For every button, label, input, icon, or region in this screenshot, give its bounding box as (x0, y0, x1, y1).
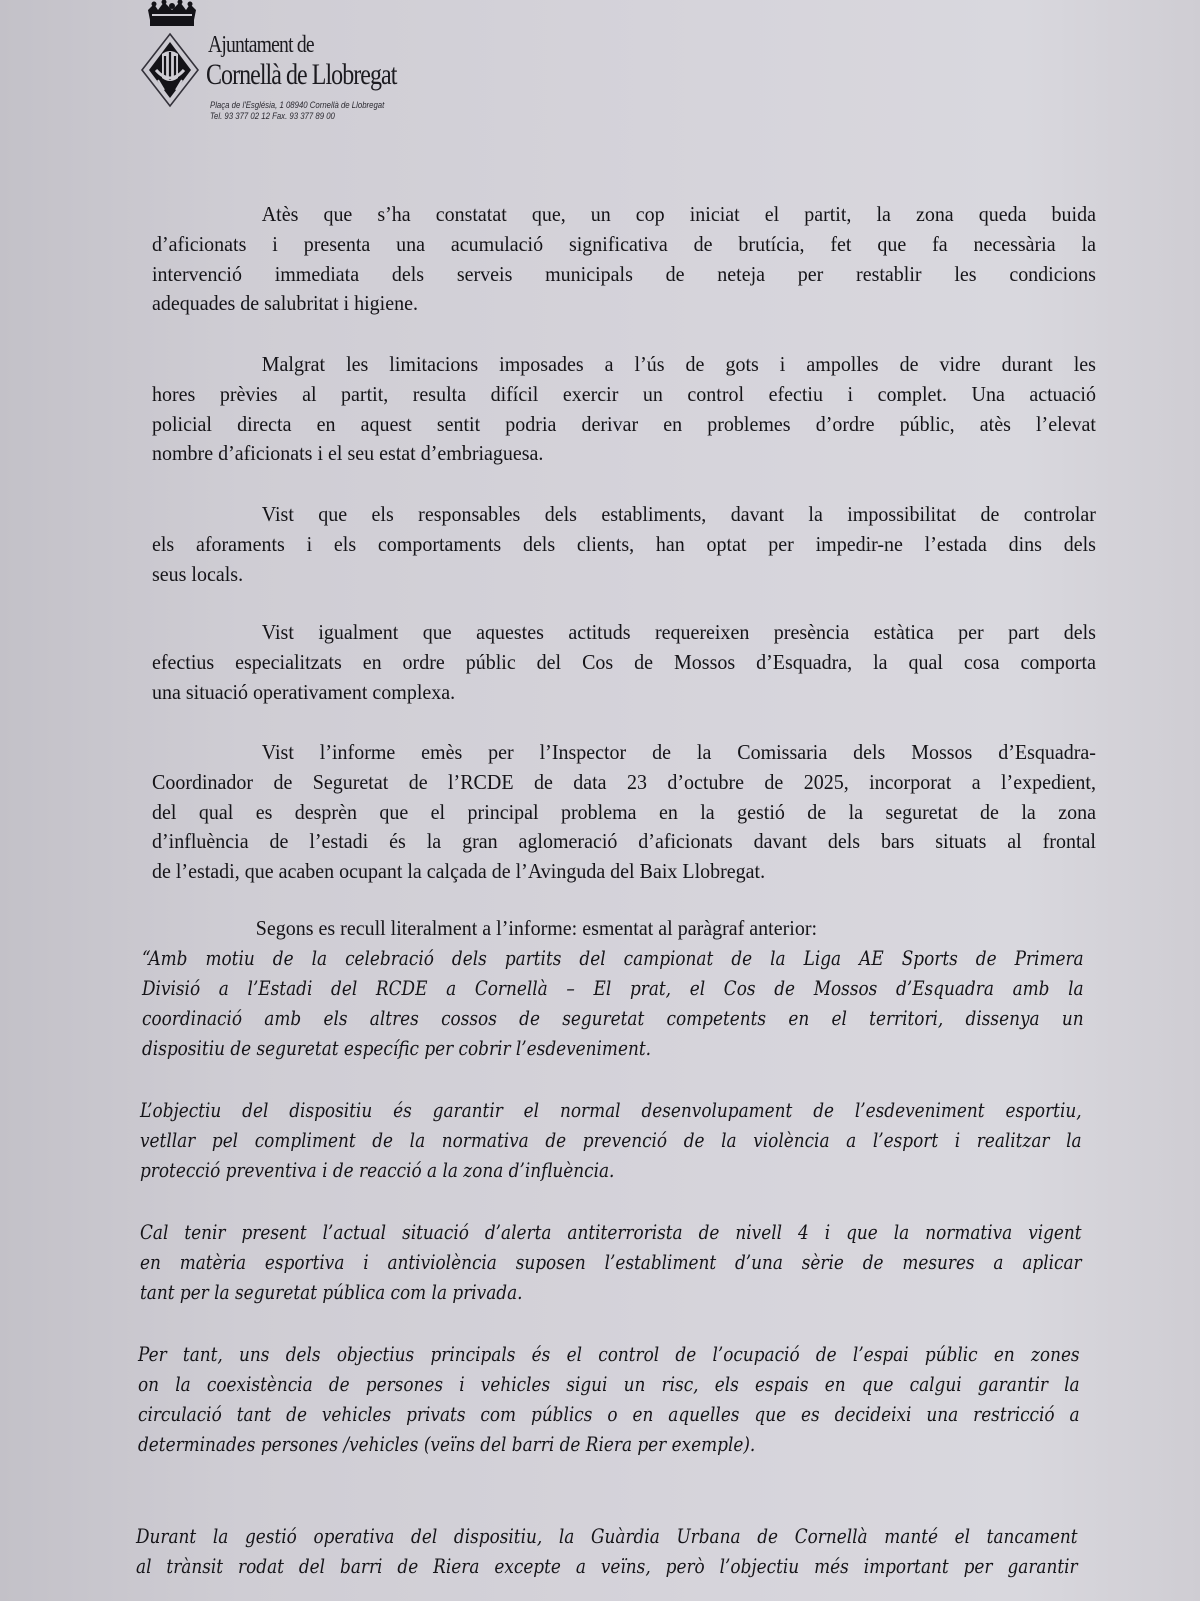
text-line: d’aficionats i presenta una acumulació significativa de brutícia, fet que fa necessària la (152, 231, 1096, 256)
paragraph-police-report (152, 738, 1096, 887)
text-line: de l’estadi, que acaben ocupant la calçada de l’Avinguda del Baix Llobregat. (152, 859, 766, 884)
coat-of-arms-icon (140, 32, 200, 108)
org-contact: Tel. 93 377 02 12 Fax. 93 377 89 00 (210, 111, 335, 122)
org-address: Plaça de l'Església, 1 08940 Cornellà de Llobregat (210, 100, 385, 111)
text-line: on la coexistència de persones i vehicles sigui un risc, els espais en que calgui garantir la (138, 1373, 1080, 1396)
text-line: intervenció immediata dels serveis municipals de neteja per restablir les condicions (152, 261, 1096, 286)
text-line: Vist igualment que aquestes actituds requereixen presència estàtica per part dels (261, 620, 1096, 644)
text-line: policial directa en aquest sentit podria derivar en problemes d’ordre públic, atès l’elevat (152, 411, 1096, 436)
text-line: Vist que els responsables dels establiments, davant la impossibilitat de controlar (261, 502, 1096, 526)
text-line: protecció preventiva i de reacció a la zona d’influència. (140, 1159, 615, 1182)
text-line: en matèria esportiva i antiviolència suposen l’establiment d’una sèrie de mesures a aplicar (140, 1251, 1082, 1274)
text-line: L’objectiu del dispositiu és garantir el normal desenvolupament de l’esdeveniment esportiu, (140, 1099, 1082, 1122)
text-line: dispositiu de seguretat específic per cobrir l’esdeveniment. (142, 1037, 651, 1060)
quote-paragraph-alert (140, 1218, 1082, 1308)
text-line: nombre d’aficionats i el seu estat d’embriaguesa. (152, 441, 544, 466)
text-line: coordinació amb els altres cossos de seguretat competents en el territori, dissenya un (142, 1007, 1084, 1030)
quote-paragraph-public-space (138, 1340, 1080, 1460)
text-line: del qual es desprèn que el principal problema en la gestió de la seguretat de la zona (152, 799, 1096, 824)
paragraph-establishments (152, 500, 1096, 589)
quote-paragraph-objective (140, 1096, 1082, 1186)
text-line: Vist l’informe emès per l’Inspector de la Comissaria dels Mossos d’Esquadra- (261, 740, 1096, 764)
text-line: Durant la gestió operativa del dispositiu, la Guàrdia Urbana de Cornellà manté el tancament (136, 1525, 1078, 1548)
text-line: seus locals. (152, 561, 244, 586)
org-name-line1: Ajuntament de (208, 32, 314, 58)
text-line: Malgrat les limitacions imposades a l’ús de gots i ampolles de vidre durant les (261, 352, 1096, 376)
org-name-line2: Cornellà de Llobregat (206, 58, 397, 91)
text-line: d’influència de l’estadi és la gran aglomeració d’aficionats davant dels bars situats al frontal (152, 829, 1096, 854)
text-line: Per tant, uns dels objectius principals és el control de l’ocupació de l’espai públic en zones (138, 1343, 1080, 1366)
text-line: Cal tenir present l’actual situació d’alerta antiterrorista de nivell 4 i que la normativa vigent (140, 1221, 1082, 1244)
paragraph-quote-intro (146, 914, 1090, 944)
text-line: al trànsit rodat del barri de Riera excepte a veïns, però l’objectiu més important per garantir (136, 1555, 1078, 1578)
text-line: Segons es recull literalment a l’informe: esmentat al paràgraf anterior: (255, 916, 818, 940)
org-address-block (210, 100, 384, 122)
text-line: determinades persones /vehicles (veïns del barri de Riera per exemple). (138, 1433, 756, 1456)
text-line: adequades de salubritat i higiene. (152, 291, 418, 316)
text-line: hores prèvies al partit, resulta difícil exercir un control efectiu i complet. Una actuació (152, 381, 1096, 406)
text-line: els aforaments i els comportaments dels clients, han optat per impedir-ne l’estada dins dels (152, 531, 1096, 556)
text-line: efectius especialitzats en ordre públic del Cos de Mossos d’Esquadra, la qual cosa comporta (152, 649, 1096, 674)
quote-paragraph-guardia-urbana (136, 1522, 1078, 1582)
letterhead (138, 0, 468, 140)
text-line: vetllar pel compliment de la normativa de prevenció de la violència a l’esport i realitzar la (140, 1129, 1082, 1152)
text-line: una situació operativament complexa. (152, 679, 456, 704)
text-line: circulació tant de vehicles privats com públics o en aquelles que es decideixi una restricció a (138, 1403, 1080, 1426)
text-line: Atès que s’ha constatat que, un cop iniciat el partit, la zona queda buida (261, 202, 1096, 226)
paragraph-glass-restrictions (152, 350, 1096, 469)
text-line: tant per la seguretat pública com la privada. (140, 1281, 523, 1304)
paragraph-cleaning (152, 200, 1096, 319)
text-line: Divisió a l’Estadi del RCDE a Cornellà – El prat, el Cos de Mossos d’Esquadra amb la (142, 977, 1084, 1000)
text-line: “Amb motiu de la celebració dels partits del campionat de la Liga AE Sports de Primera (142, 947, 1084, 970)
paragraph-static-presence (152, 618, 1096, 707)
text-line: Coordinador de Seguretat de l’RCDE de data 23 d’octubre de 2025, incorporat a l’expedient, (152, 769, 1096, 794)
quote-paragraph-event (142, 944, 1084, 1064)
crown-icon (146, 0, 198, 28)
